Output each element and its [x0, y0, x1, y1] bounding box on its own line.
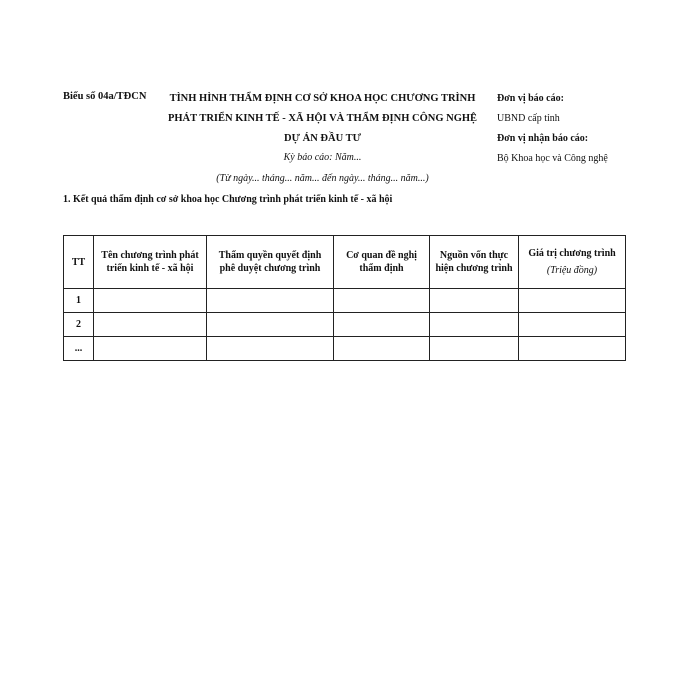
table-cell [519, 313, 626, 337]
table-cell [207, 289, 334, 313]
title-line-3: DỰ ÁN ĐẦU TƯ [284, 133, 361, 144]
table-row [64, 289, 626, 313]
reporter-value: UBND cấp tỉnh [497, 113, 560, 124]
report-period: Kỳ báo cáo: Năm... [283, 152, 362, 163]
receiver-value: Bộ Khoa học và Công nghệ [497, 153, 608, 164]
reporting-units [497, 89, 608, 169]
title-line-1: TÌNH HÌNH THẨM ĐỊNH CƠ SỞ KHOA HỌC CHƯƠNG TRÌNH [169, 93, 476, 104]
program-value-unit: (Triệu đồng) [546, 265, 598, 276]
table-cell [430, 337, 519, 361]
table-cell [94, 289, 207, 313]
row-number: ... [64, 337, 94, 361]
col-header-program-name: Tên chương trình phát triển kinh tế - xã hội [94, 236, 207, 289]
table-cell [334, 289, 430, 313]
table-cell [207, 313, 334, 337]
row-number: 2 [64, 313, 94, 337]
table-header-row [64, 236, 626, 289]
reporter-label: Đơn vị báo cáo: [497, 93, 564, 104]
appraisal-table [63, 235, 626, 361]
table-row [64, 337, 626, 361]
table-cell [519, 289, 626, 313]
row-number: 1 [64, 289, 94, 313]
report-title [160, 89, 485, 149]
col-header-program-value [519, 236, 626, 289]
col-header-tt: TT [64, 236, 94, 289]
table-cell [94, 337, 207, 361]
receiver-label: Đơn vị nhận báo cáo: [497, 133, 589, 144]
table-cell [334, 337, 430, 361]
table-cell [519, 337, 626, 361]
program-value-label: Giá trị chương trình [528, 248, 616, 259]
col-header-requesting-agency: Cơ quan đề nghị thẩm định [334, 236, 430, 289]
section-heading: 1. Kết quả thẩm định cơ sở khoa học Chương trình phát triển kinh tế - xã hội [63, 194, 393, 205]
table-cell [430, 289, 519, 313]
title-line-2: PHÁT TRIỂN KINH TẾ - XÃ HỘI VÀ THẨM ĐỊNH CÔNG NGHỆ [167, 113, 478, 124]
table-row [64, 313, 626, 337]
table-cell [334, 313, 430, 337]
table-cell [207, 337, 334, 361]
col-header-approval-authority: Thẩm quyền quyết định phê duyệt chương trình [207, 236, 334, 289]
form-code: Biểu số 04a/TĐCN [63, 91, 147, 102]
col-header-funding-source: Nguồn vốn thực hiện chương trình [430, 236, 519, 289]
report-date-range: (Từ ngày... tháng... năm... đến ngày... tháng... năm...) [216, 173, 429, 184]
table-cell [430, 313, 519, 337]
table-cell [94, 313, 207, 337]
